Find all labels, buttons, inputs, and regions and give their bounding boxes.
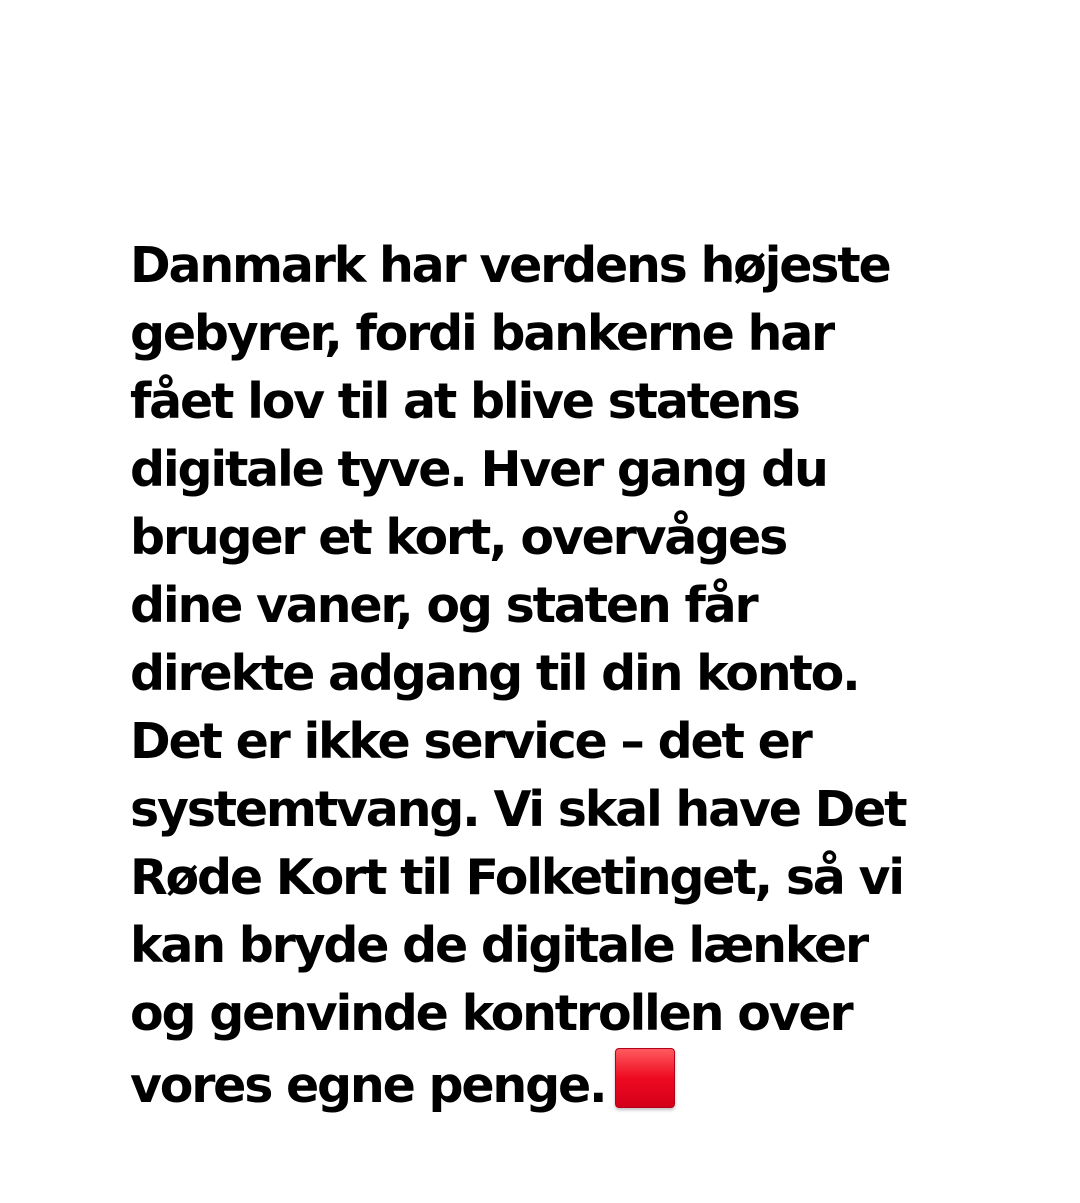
post-line-7: direkte adgang til din konto. — [130, 645, 859, 702]
post-line-8: Det er ikke service – det er — [130, 713, 811, 770]
post-line-11: kan bryde de digitale lænker — [130, 917, 867, 974]
post-line-2: gebyrer, fordi bankerne har — [130, 305, 834, 362]
post-text — [130, 232, 1030, 1120]
post-line-1: Danmark har verdens højeste — [130, 237, 890, 294]
post-line-10: Røde Kort til Folketinget, så vi — [130, 849, 903, 906]
post-line-12: og genvinde kontrollen over — [130, 985, 852, 1042]
red-square-icon — [615, 1048, 675, 1108]
post-line-4: digitale tyve. Hver gang du — [130, 441, 827, 498]
post-line-13-text: vores egne penge. — [130, 1057, 606, 1114]
post-line-3: fået lov til at blive statens — [130, 373, 799, 430]
post-line-9: systemtvang. Vi skal have Det — [130, 781, 906, 838]
post-line-6: dine vaner, og staten får — [130, 577, 757, 634]
post-line-5: bruger et kort, overvåges — [130, 509, 787, 566]
post-line-13 — [130, 1048, 1030, 1120]
